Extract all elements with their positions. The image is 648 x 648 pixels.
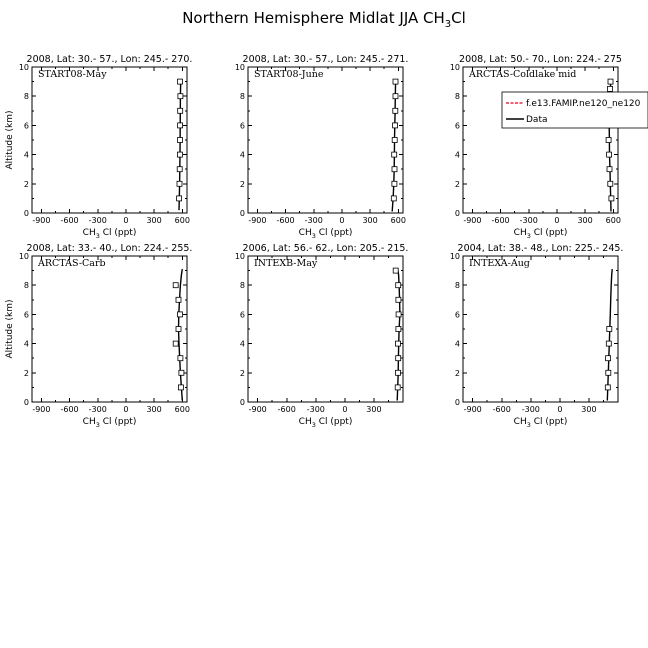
data-marker <box>396 283 401 288</box>
x-axis-label-post: Cl (ppt) <box>99 228 137 238</box>
x-tick-label: -600 <box>60 405 79 414</box>
data-marker <box>173 283 178 288</box>
data-marker <box>608 181 613 186</box>
y-tick-label: 6 <box>23 121 29 131</box>
y-tick-label: 0 <box>23 398 29 407</box>
y-tick-label: 10 <box>18 63 29 72</box>
x-axis-label-pre: CH <box>298 417 312 427</box>
x-tick-label: 0 <box>557 405 563 414</box>
x-axis-label-pre: CH <box>82 228 96 238</box>
data-marker <box>395 385 400 390</box>
x-axis-label-sub: 3 <box>95 232 100 240</box>
y-tick-label: 6 <box>239 121 245 131</box>
data-marker <box>606 356 611 361</box>
data-marker <box>176 327 181 332</box>
x-tick-label: -300 <box>88 405 107 414</box>
data-marker <box>393 108 398 113</box>
x-tick-label: -900 <box>463 216 482 225</box>
y-tick-label: 10 <box>234 63 245 72</box>
campaign-label: INTEXA-Aug <box>469 258 530 269</box>
data-marker <box>177 167 182 172</box>
figure-title-end: Cl <box>451 9 466 27</box>
x-tick-label: -600 <box>492 405 511 414</box>
legend-box <box>502 92 648 128</box>
y-tick-label: 4 <box>239 150 245 160</box>
x-tick-label: 300 <box>577 216 593 225</box>
y-axis-label: Altitude (km) <box>5 299 15 359</box>
x-tick-label: 600 <box>390 216 406 225</box>
data-marker <box>178 108 183 113</box>
x-tick-label: -300 <box>88 216 107 225</box>
x-axis-label-pre: CH <box>82 417 96 427</box>
y-tick-label: 4 <box>454 339 460 349</box>
y-tick-label: 8 <box>23 92 29 102</box>
data-marker <box>608 79 613 84</box>
x-axis-label-pre: CH <box>513 417 527 427</box>
x-axis-label-post: Cl (ppt) <box>530 417 568 427</box>
y-tick-label: 6 <box>239 310 245 320</box>
y-tick-label: 6 <box>454 310 460 320</box>
x-axis-label-post: Cl (ppt) <box>315 228 353 238</box>
y-tick-label: 2 <box>23 368 29 378</box>
y-tick-label: 2 <box>239 179 245 189</box>
x-tick-label: -300 <box>519 216 538 225</box>
x-axis-label-sub: 3 <box>311 232 316 240</box>
x-tick-label: 0 <box>342 405 348 414</box>
y-tick-label: 10 <box>234 252 245 261</box>
data-marker <box>606 341 611 346</box>
x-tick-label: 0 <box>554 216 560 225</box>
data-marker <box>609 196 614 201</box>
x-tick-label: -900 <box>248 216 267 225</box>
data-marker <box>393 94 398 99</box>
x-tick-label: -300 <box>521 405 540 414</box>
figure-title-main: Northern Hemisphere Midlat JJA CH <box>182 9 445 27</box>
y-tick-label: 8 <box>239 281 245 291</box>
data-marker <box>607 167 612 172</box>
data-marker <box>393 123 398 128</box>
y-tick-label: 6 <box>454 121 460 131</box>
data-marker <box>605 385 610 390</box>
data-marker <box>606 370 611 375</box>
x-tick-label: 600 <box>605 216 621 225</box>
data-marker <box>177 181 182 186</box>
x-tick-label: -600 <box>276 216 295 225</box>
panel-header: 2004, Lat: 38.- 48., Lon: 225.- 245. <box>457 243 624 254</box>
x-axis-label-pre: CH <box>513 228 527 238</box>
data-marker <box>607 152 612 157</box>
data-marker <box>178 312 183 317</box>
legend-data-label: Data <box>526 115 548 125</box>
x-tick-label: 600 <box>174 216 190 225</box>
data-marker <box>396 327 401 332</box>
x-tick-label: -600 <box>491 216 510 225</box>
data-marker <box>177 196 182 201</box>
data-marker <box>178 79 183 84</box>
y-tick-label: 8 <box>454 281 460 291</box>
data-marker <box>178 123 183 128</box>
y-tick-label: 10 <box>449 63 460 72</box>
data-marker <box>396 370 401 375</box>
x-axis-label-sub: 3 <box>95 421 100 429</box>
data-marker <box>178 385 183 390</box>
data-marker <box>392 152 397 157</box>
data-marker <box>178 356 183 361</box>
data-marker <box>396 356 401 361</box>
panel-header: 2006, Lat: 56.- 62., Lon: 205.- 215. <box>242 243 409 254</box>
x-tick-label: 300 <box>366 405 382 414</box>
x-tick-label: 300 <box>581 405 597 414</box>
x-tick-label: -300 <box>306 405 325 414</box>
y-tick-label: 8 <box>239 92 245 102</box>
data-marker <box>393 268 398 273</box>
y-tick-label: 0 <box>454 209 460 218</box>
panel-header: 2008, Lat: 30.- 57., Lon: 245.- 270. <box>26 54 193 65</box>
x-axis-label-sub: 3 <box>526 232 531 240</box>
panel-header: 2008, Lat: 33.- 40., Lon: 224.- 255. <box>26 243 193 254</box>
campaign-label: START08-June <box>254 69 324 80</box>
y-tick-label: 0 <box>23 209 29 218</box>
data-marker <box>178 138 183 143</box>
y-axis-label: Altitude (km) <box>5 110 15 170</box>
data-marker <box>607 327 612 332</box>
data-marker <box>173 341 178 346</box>
x-tick-label: -300 <box>304 216 323 225</box>
y-tick-label: 0 <box>454 398 460 407</box>
x-axis-label-post: Cl (ppt) <box>530 228 568 238</box>
data-marker <box>392 167 397 172</box>
y-tick-label: 2 <box>23 179 29 189</box>
campaign-label: START08-May <box>38 69 107 80</box>
y-tick-label: 8 <box>454 92 460 102</box>
data-marker <box>393 79 398 84</box>
data-marker <box>608 86 613 91</box>
panel-header: 2008, Lat: 50.- 70., Lon: 224.- 275 <box>459 54 622 65</box>
x-axis-label-sub: 3 <box>526 421 531 429</box>
x-tick-label: 300 <box>362 216 378 225</box>
campaign-label: INTEXB-May <box>254 258 318 269</box>
x-axis-label-post: Cl (ppt) <box>99 417 137 427</box>
y-tick-label: 0 <box>239 209 245 218</box>
x-tick-label: 0 <box>339 216 345 225</box>
panel-header: 2008, Lat: 30.- 57., Lon: 245.- 271. <box>242 54 409 65</box>
y-tick-label: 2 <box>454 368 460 378</box>
data-marker <box>176 297 181 302</box>
x-tick-label: 300 <box>146 405 162 414</box>
x-axis-label-pre: CH <box>298 228 312 238</box>
y-tick-label: 4 <box>23 339 29 349</box>
figure-title <box>182 9 466 30</box>
data-marker <box>177 152 182 157</box>
y-tick-label: 2 <box>239 368 245 378</box>
figure-title-subscript: 3 <box>444 19 452 30</box>
y-tick-label: 10 <box>18 252 29 261</box>
data-marker <box>392 181 397 186</box>
y-tick-label: 4 <box>239 339 245 349</box>
x-tick-label: 600 <box>174 405 190 414</box>
legend <box>502 92 648 128</box>
data-marker <box>396 312 401 317</box>
data-marker <box>179 370 184 375</box>
x-tick-label: -600 <box>277 405 296 414</box>
y-tick-label: 10 <box>449 252 460 261</box>
x-tick-label: 0 <box>123 405 129 414</box>
y-tick-label: 2 <box>454 179 460 189</box>
y-tick-label: 0 <box>239 398 245 407</box>
x-tick-label: 300 <box>146 216 162 225</box>
x-tick-label: -900 <box>32 405 51 414</box>
x-tick-label: -600 <box>60 216 79 225</box>
x-tick-label: 0 <box>123 216 129 225</box>
legend-model-label: f.e13.FAMIP.ne120_ne120 <box>526 99 641 109</box>
data-marker <box>392 138 397 143</box>
data-marker <box>396 341 401 346</box>
y-tick-label: 4 <box>454 150 460 160</box>
campaign-label: ARCTAS-Carb <box>38 258 106 269</box>
data-marker <box>396 297 401 302</box>
campaign-label: ARCTAS-Coldlake mid <box>469 69 577 80</box>
y-tick-label: 6 <box>23 310 29 320</box>
x-tick-label: -900 <box>248 405 267 414</box>
y-tick-label: 8 <box>23 281 29 291</box>
data-marker <box>391 196 396 201</box>
x-axis-label-sub: 3 <box>311 421 316 429</box>
x-tick-label: -900 <box>32 216 51 225</box>
x-tick-label: -900 <box>463 405 482 414</box>
y-tick-label: 4 <box>23 150 29 160</box>
x-axis-label-post: Cl (ppt) <box>315 417 353 427</box>
data-marker <box>178 94 183 99</box>
data-marker <box>606 138 611 143</box>
